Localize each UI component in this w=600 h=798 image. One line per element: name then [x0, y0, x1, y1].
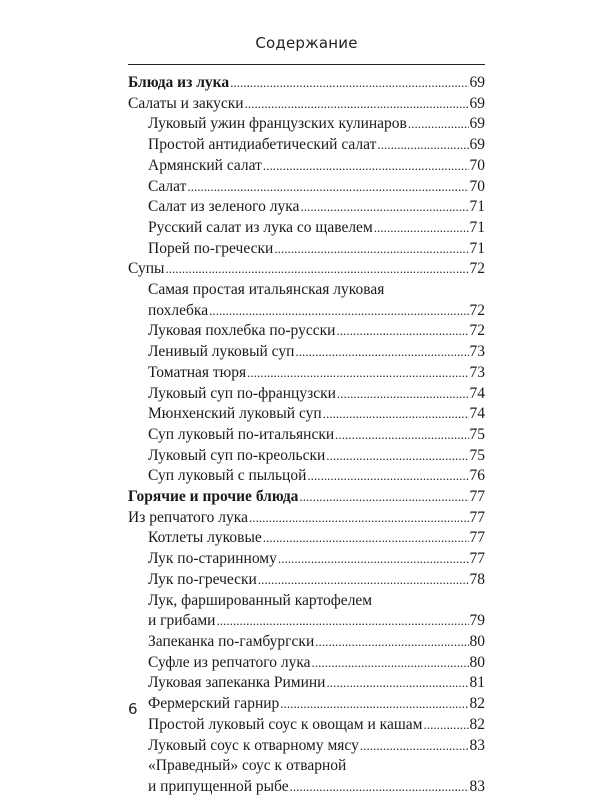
dot-leader — [274, 239, 468, 260]
toc-entry — [128, 363, 485, 384]
dot-leader — [377, 135, 468, 156]
dot-leader — [299, 487, 468, 508]
toc-entry — [128, 135, 485, 156]
toc-entry-title: Луковый суп по-креольски — [148, 446, 326, 464]
toc-entry-page: 83 — [469, 777, 485, 795]
toc-entry-title: и грибами — [148, 612, 216, 630]
toc-entry-title: Горячие и прочие блюда — [128, 488, 299, 506]
toc-category — [128, 94, 485, 115]
toc-entry — [128, 777, 485, 798]
toc-entry — [128, 446, 485, 467]
toc-entry — [128, 570, 485, 591]
toc-entry-title: Ленивый луковый суп — [148, 343, 295, 361]
dot-leader — [326, 673, 468, 694]
toc-entry — [128, 114, 485, 135]
toc-entry-title: Супы — [128, 260, 165, 278]
toc-entry-page: 69 — [469, 74, 485, 91]
dot-leader — [408, 114, 469, 135]
dot-leader — [258, 570, 469, 591]
dot-leader — [280, 694, 468, 715]
toc-entry — [128, 177, 485, 198]
toc-entry-title: Порей по-гречески — [148, 239, 274, 257]
toc-entry-title: Салат из зеленого лука — [148, 198, 300, 216]
toc-entry-title: Из репчатого лука — [128, 508, 248, 526]
toc-entry-page: 76 — [469, 467, 485, 485]
dot-leader — [165, 259, 468, 280]
toc-entry — [128, 321, 485, 342]
toc-entry-title: Салат — [148, 177, 187, 195]
toc-entry-lead-line: Самая простая итальянская луковая — [148, 281, 385, 299]
toc-entry-page: 72 — [469, 301, 485, 319]
toc-entry-lead-line: «Праведный» соус к отварной — [148, 757, 347, 775]
toc-entry-page: 77 — [469, 508, 485, 526]
toc-category — [128, 508, 485, 529]
toc-entry-title: Котлеты луковые — [148, 529, 262, 547]
toc-entry-page: 71 — [469, 218, 485, 236]
toc-entry-title: Русский салат из лука со щавелем — [148, 218, 373, 236]
toc-entry — [128, 301, 485, 322]
toc-entry — [128, 342, 485, 363]
toc-entry-page: 80 — [469, 632, 485, 650]
toc-entry — [128, 384, 485, 405]
toc-entry-page: 73 — [469, 343, 485, 361]
dot-leader — [295, 342, 468, 363]
toc-entry — [128, 549, 485, 570]
toc-entry-page: 83 — [469, 736, 485, 754]
dot-leader — [249, 508, 469, 529]
toc-section — [128, 73, 485, 94]
toc-entry — [128, 197, 485, 218]
dot-leader — [312, 653, 469, 674]
toc-entry-page: 71 — [469, 198, 485, 216]
toc-entry-page: 77 — [469, 488, 485, 506]
toc-entry-page: 79 — [469, 612, 485, 630]
toc-entry-page: 72 — [469, 260, 485, 278]
toc-entry-page: 70 — [469, 156, 485, 174]
toc-entry — [128, 611, 485, 632]
toc-entry-page: 78 — [469, 570, 485, 588]
toc-entry — [128, 404, 485, 425]
toc-entry-title: и припущенной рыбе — [148, 777, 289, 795]
toc-entry — [128, 156, 485, 177]
toc-category — [128, 259, 485, 280]
dot-leader — [360, 736, 469, 757]
toc-entry-title: Луковый соус к отварному мясу — [148, 736, 359, 754]
toc-entry-title: Мюнхенский луковый суп — [148, 405, 322, 423]
dot-leader — [374, 218, 469, 239]
header-rule — [128, 64, 485, 65]
toc-entry-page: 82 — [469, 695, 485, 713]
toc-entry-page: 77 — [469, 550, 485, 568]
toc-entry-title: Простой луковый соус к овощам и кашам — [148, 715, 423, 733]
dot-leader — [263, 528, 469, 549]
toc-entry-title: Суфле из репчатого лука — [148, 653, 311, 671]
toc-entry-page: 73 — [469, 363, 485, 381]
toc-entry-page: 69 — [469, 115, 485, 133]
toc-entry-page: 74 — [469, 405, 485, 423]
toc-entry-page: 82 — [469, 715, 485, 733]
toc-entry-title: Салаты и закуски — [128, 94, 244, 112]
toc-entry-title: Суп луковый по-итальянски — [148, 425, 335, 443]
dot-leader — [300, 197, 468, 218]
running-head: Содержание — [255, 34, 358, 52]
toc-entry-title: Блюда из лука — [128, 74, 230, 91]
toc-entry-title: Луковый суп по-французски — [148, 384, 336, 402]
toc-entry — [128, 632, 485, 653]
dot-leader — [307, 466, 468, 487]
toc-entry-page: 77 — [469, 529, 485, 547]
dot-leader — [326, 446, 468, 467]
toc-entry — [128, 736, 485, 757]
toc-entry-lead-line: Лук, фаршированный картофелем — [148, 591, 373, 609]
toc-entry-title: Луковая запеканка Римини — [148, 674, 326, 692]
dot-leader — [230, 73, 468, 94]
table-of-contents — [128, 73, 485, 798]
toc-entry-title: Армянский салат — [148, 156, 262, 174]
toc-entry — [128, 673, 485, 694]
toc-entry-title: Простой антидиабетический салат — [148, 136, 377, 154]
toc-entry-page: 71 — [469, 239, 485, 257]
toc-section — [128, 487, 485, 508]
toc-entry — [128, 694, 485, 715]
toc-entry-page: 69 — [469, 94, 485, 112]
dot-leader — [323, 404, 469, 425]
dot-leader — [336, 321, 468, 342]
dot-leader — [315, 632, 468, 653]
toc-entry-page: 72 — [469, 322, 485, 340]
toc-entry-title: Лук по-гречески — [148, 570, 257, 588]
toc-entry — [128, 239, 485, 260]
toc-entry — [128, 425, 485, 446]
dot-leader — [290, 777, 469, 798]
dot-leader — [187, 177, 468, 198]
dot-leader — [335, 425, 468, 446]
toc-entry-page: 70 — [469, 177, 485, 195]
toc-entry-title: Луковый ужин французских кулинаров — [148, 115, 407, 133]
toc-entry-page: 74 — [469, 384, 485, 402]
dot-leader — [423, 715, 468, 736]
dot-leader — [209, 301, 468, 322]
toc-entry-title: похлебка — [148, 301, 209, 319]
page-number: 6 — [128, 700, 138, 718]
toc-entry-title: Суп луковый с пыльцой — [148, 467, 307, 485]
dot-leader — [337, 384, 469, 405]
toc-entry-title: Фермерский гарнир — [148, 695, 280, 713]
toc-entry-page: 75 — [469, 425, 485, 443]
toc-entry-page: 69 — [469, 136, 485, 154]
toc-entry — [128, 218, 485, 239]
toc-entry — [128, 528, 485, 549]
toc-entry — [128, 715, 485, 736]
toc-entry-page: 81 — [469, 674, 485, 692]
dot-leader — [247, 363, 468, 384]
toc-entry-title: Томатная тюря — [148, 363, 247, 381]
dot-leader — [263, 156, 469, 177]
toc-entry-page: 75 — [469, 446, 485, 464]
toc-entry-page: 80 — [469, 653, 485, 671]
dot-leader — [216, 611, 468, 632]
dot-leader — [245, 94, 469, 115]
toc-entry-title: Луковая похлебка по-русски — [148, 322, 336, 340]
toc-entry-title: Запеканка по-гамбургски — [148, 632, 315, 650]
toc-entry — [128, 653, 485, 674]
toc-entry-title: Лук по-старинному — [148, 550, 277, 568]
toc-entry — [128, 466, 485, 487]
dot-leader — [278, 549, 469, 570]
